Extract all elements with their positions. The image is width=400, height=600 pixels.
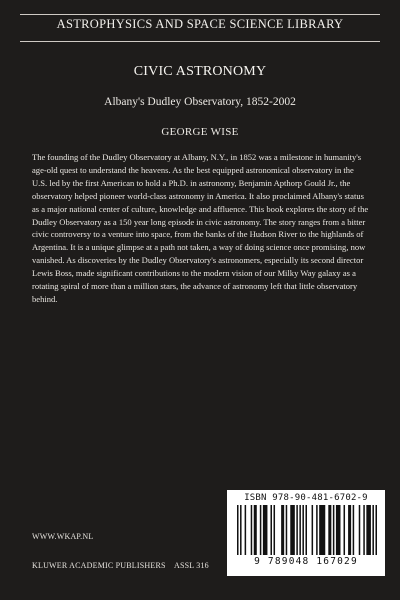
barcode-bars <box>237 505 377 555</box>
barcode-bar <box>260 505 262 555</box>
barcode-bar <box>375 505 377 555</box>
barcode-bar <box>319 505 325 555</box>
barcode-bar <box>290 505 295 555</box>
book-subtitle: Albany's Dudley Observatory, 1852-2002 <box>104 96 296 108</box>
barcode-bar <box>312 505 314 555</box>
barcode-digits: 9 789048 167029 <box>254 556 358 567</box>
barcode-bar <box>366 505 371 555</box>
barcode-bar <box>316 505 318 555</box>
isbn-label: ISBN 978-90-481-6702-9 <box>244 493 368 503</box>
book-author: GEORGE WISE <box>161 126 239 138</box>
barcode-bar <box>274 505 276 555</box>
barcode-bar <box>302 505 304 555</box>
barcode-bar <box>344 505 346 555</box>
isbn-barcode <box>227 490 385 576</box>
barcode-bar <box>336 505 341 555</box>
book-title: CIVIC ASTRONOMY <box>133 64 267 79</box>
publisher-name: KLUWER ACADEMIC PUBLISHERS <box>32 561 166 570</box>
barcode-bar <box>363 505 365 555</box>
barcode-bar <box>353 505 355 555</box>
barcode-bar <box>305 505 307 555</box>
barcode-bar <box>245 505 247 555</box>
barcode-bar <box>299 505 301 555</box>
barcode-bar <box>270 505 272 555</box>
barcode-bar <box>296 505 298 555</box>
barcode-bar <box>348 505 351 555</box>
barcode-bar <box>237 505 239 555</box>
barcode-bar <box>359 505 361 555</box>
series-name: ASTROPHYSICS AND SPACE SCIENCE LIBRARY <box>56 17 344 31</box>
barcode-bar <box>372 505 374 555</box>
barcode-bar <box>281 505 284 555</box>
series-rule-bottom <box>20 41 380 42</box>
series-number: ASSL 316 <box>174 561 209 570</box>
book-description: The founding of the Dudley Observatory at Albany, N.Y., in 1852 was a milestone in humanity's age-old quest to understand the heavens. As the best equipped astronomical observatory in the U.S. led by the first American to hold a Ph.D. in astronomy, Benjamin Apthorp Gould Jr., the observatory helped pioneer world-class astronomy in America. It also proclaimed Albany's status as a major national center of culture, knowledge and affluence. This book explores the story of the Dudley Observatory as a 150 year long episode in civic astronomy. The story ranges from a bitter civic controversy to a venture into space, from the banks of the Hudson River to the highlands of Argentina. It is a unique glimpse at a path not taken, a way of doing science once promising, now vanished. As discoveries by the Dudley Observatory's astronomers, especially its second director Lewis Boss, made significant contributions to the modern vision of our Milky Way galaxy as a rotating spiral of more than a million stars, the advance of astronomy left that little observatory behind. <box>32 152 369 304</box>
series-rule-top <box>20 14 380 15</box>
barcode-bar <box>251 505 253 555</box>
barcode-bar <box>240 505 242 555</box>
barcode-bar <box>254 505 257 555</box>
publisher-website: WWW.WKAP.NL <box>32 532 94 541</box>
barcode-bar <box>286 505 288 555</box>
barcode-bar <box>333 505 335 555</box>
barcode-bar <box>263 505 268 555</box>
barcode-bar <box>328 505 331 555</box>
